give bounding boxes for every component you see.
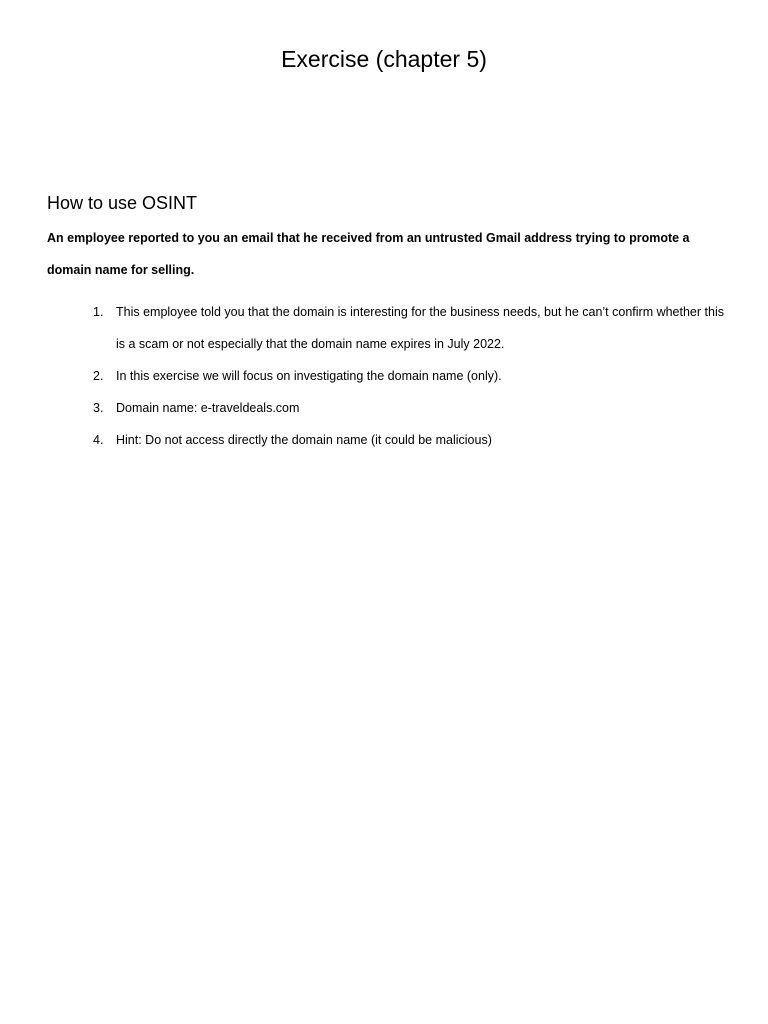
list-item-number: 1. (93, 305, 104, 319)
page-title: Exercise (chapter 5) (281, 46, 487, 72)
intro-paragraph: An employee reported to you an email that he received from an untrusted Gmail address trying to promote a domain name for selling. (47, 231, 690, 277)
list-item-text: Hint: Do not access directly the domain name (it could be malicious) (116, 433, 492, 447)
list-item-text: In this exercise we will focus on investigating the domain name (only). (116, 369, 502, 383)
list-item-text: This employee told you that the domain is interesting for the business needs, but he can’t confirm whether this is a scam or not especially that the domain name expires in July 2022. (116, 305, 724, 351)
list-item (47, 392, 727, 424)
list-item (47, 296, 727, 360)
list-item (47, 424, 727, 456)
section-heading: How to use OSINT (47, 193, 198, 213)
list-item-number: 3. (93, 401, 104, 415)
list-item (47, 360, 727, 392)
list-item-text: Domain name: e-traveldeals.com (116, 401, 300, 415)
steps-list (47, 296, 727, 456)
list-item-number: 4. (93, 433, 104, 447)
list-item-number: 2. (93, 369, 104, 383)
